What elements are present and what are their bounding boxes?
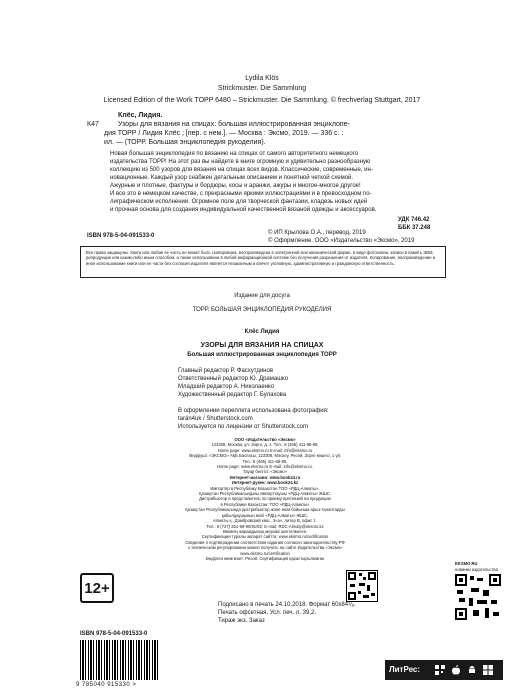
book-title: УЗОРЫ ДЛЯ ВЯЗАНИЯ НА СПИЦАХ	[200, 342, 324, 349]
qr-icon	[347, 571, 377, 601]
isbn-top: ISBN 978-5-04-091533-0	[87, 233, 155, 239]
rights-frame	[80, 246, 446, 278]
litres-bar	[385, 660, 503, 680]
qr-code-left	[346, 570, 378, 602]
barcode-digits: 9 785040 915330 >	[76, 682, 137, 688]
orig-title: Strickmuster. Die Sammlung	[217, 85, 307, 92]
qr-code-right	[455, 574, 501, 620]
eksmo-tag: новинки издательства	[455, 567, 498, 572]
apple-icon	[451, 665, 461, 675]
rights-text: Все права защищены. Книга или любая ее часть не может быть скопирована, воспроизведена в электронной или механической форме, в виде фотокопии, записи в память ЭВМ, репродукции или каким-либо иным способом, а также использована в любой информационной системе без получения разрешения от издателя. Копирование, воспроизведение и иное использование книги или ее части без согласия издателя является незаконным и влечет уголовную, административную и гражданскую ответственность.	[86, 250, 436, 266]
isbn-bottom: ISBN 978-5-04-091533-0	[80, 631, 148, 637]
series-name: ТОРР. БОЛЬШАЯ ЭНЦИКЛОПЕДИЯ РУКОДЕЛИЯ	[192, 307, 332, 313]
print-info: Подписано в печать 24.10.2018. Формат 60x84¹/₈. Печать офсетная. Усл. печ. л. 39,2. Тираж экз. Заказ	[218, 602, 356, 624]
litres-label: ЛитРес:	[389, 665, 421, 674]
copyright-translation: © ИП Крылова О.А., перевод, 2019	[268, 230, 366, 236]
catalog-code: К47	[87, 121, 99, 128]
book-subtitle: Большая иллюстрированная энциклопедия ТОРР	[187, 352, 337, 358]
catalog-annotation: Новая большая энциклопедия по вязанию на спицах от самого авторитетного немецкого издательства ТОРР! На этот раз вы найдете в книге огромную и удивительно разнообразную коллекцию из 500 узоров для вязания на спицах всех видов. Классические, современные, ин- новационные. Каждый узор снабжен детальным описанием и понятной четкой схемой. Ажурные и плотные, фактуры и бордюры, косы и аранжи, ажуры и многое-многое другое! И все это в немецком качестве, с прекрасными яркими иллюстрациями и в превосходном по- лиграфическом исполнении. Огромное поле для творческой фантазии, кладезь новых идей и прочная основа для создания индивидуальной качественной вязаной одежды и аксессуаров.	[110, 151, 377, 213]
publisher-block: ООО «Издательство «Эксмо» 123308, Москва, ул. Зорге, д. 1. Тел.: 8 (495) 411-68-86. Home page: www.eksmo.ru E-mail: info@eksmo.ru Өндіруші: «ЭКСМО» АҚБ Баспасы, 123308, Мәскеу, Ресей, Зорге көшесі, 1 үй. Тел.: 8 (495) 411-68-86. Home page: www.eksmo.ru E-mail: info@eksmo.ru. Тауар белгісі: «Эксмо» Интернет-магазин: www.book24.ru Интернет-дүкен: www.book24.kz Импортёр в Республику Казахстан ТОО «РДЦ-Алматы». Қазақстан Республикасындағы импорттаушы «РДЦ-Алматы» ЖШС. Дистрибьютор и представитель по приему претензий на продукцию в Республике Казахстан: ТОО «РДЦ-Алматы» Қазақстан Республикасында дистрибьютор және өнім бойынша арыз-талаптарды қабылдаушының өкілі «РДЦ-Алматы» ЖШС, Алматы қ., Домбровский көш., 3«а», литер Б, офис 1. Тел.: 8 (727) 251-59-90/91/92; E-mail: RDC-Almaty@eksmo.kz Өнімнің жарамдылық мерзімі шектелмеген. Сертификация туралы ақпарат сайтта: www.eksmo.ru/certification Сведения о подтверждении соответствия издания согласно законодательству РФ о техническом регулировании можно получить на сайте Издательства «Эксмо» www.eksmo.ru/certification Өндірген мемлекет: Ресей. Сертификация қарастырылмаған	[185, 437, 345, 561]
eksmo-site: EKSMO.RU	[455, 561, 478, 566]
barcode	[80, 640, 160, 680]
catalog-author-heading: Клёс, Лидия.	[118, 112, 163, 119]
age-rating-badge: 12+	[80, 573, 114, 603]
copyright-design: © Оформление. ООО «Издательство «Эксмо», 2019	[268, 238, 415, 244]
windows-icon	[483, 665, 493, 675]
staff-list: Главный редактор Р. Фасхутдинов Ответственный редактор Ю. Драмашко Младший редактор А. Николаенко Художественный редактор Г. Булахова	[178, 368, 289, 398]
design-credit: В оформлении переплета использована фотография: tarán4uk / Shutterstock.com Используется по лицензии от Shutterstock.com	[178, 408, 329, 430]
udk: УДК 746.42	[398, 217, 430, 223]
edition-note: Издание для досуга	[234, 293, 290, 299]
orig-author: Lydila Klös	[245, 75, 279, 82]
qr-icon	[435, 665, 445, 675]
author-name: Клёс Лидия	[244, 329, 280, 335]
bbk: ББК 37.248	[398, 225, 431, 231]
orig-license: Licensed Edition of the Work TOPP 6480 – Strickmuster. Die Sammlung. © frechverlag Stuttgart, 2017	[103, 97, 421, 104]
catalog-entry: Узоры для вязания на спицах: большая иллюстрированная энциклопе- дия ТОРР / Лидия Клёс ; [пер. с нем.]. — Москва : Эксмо, 2019. — 336 с. : ил. — (ТОРР. Большая энциклопедия рукоделия).	[104, 121, 350, 146]
android-icon	[467, 665, 477, 675]
qr-icon	[455, 574, 501, 620]
